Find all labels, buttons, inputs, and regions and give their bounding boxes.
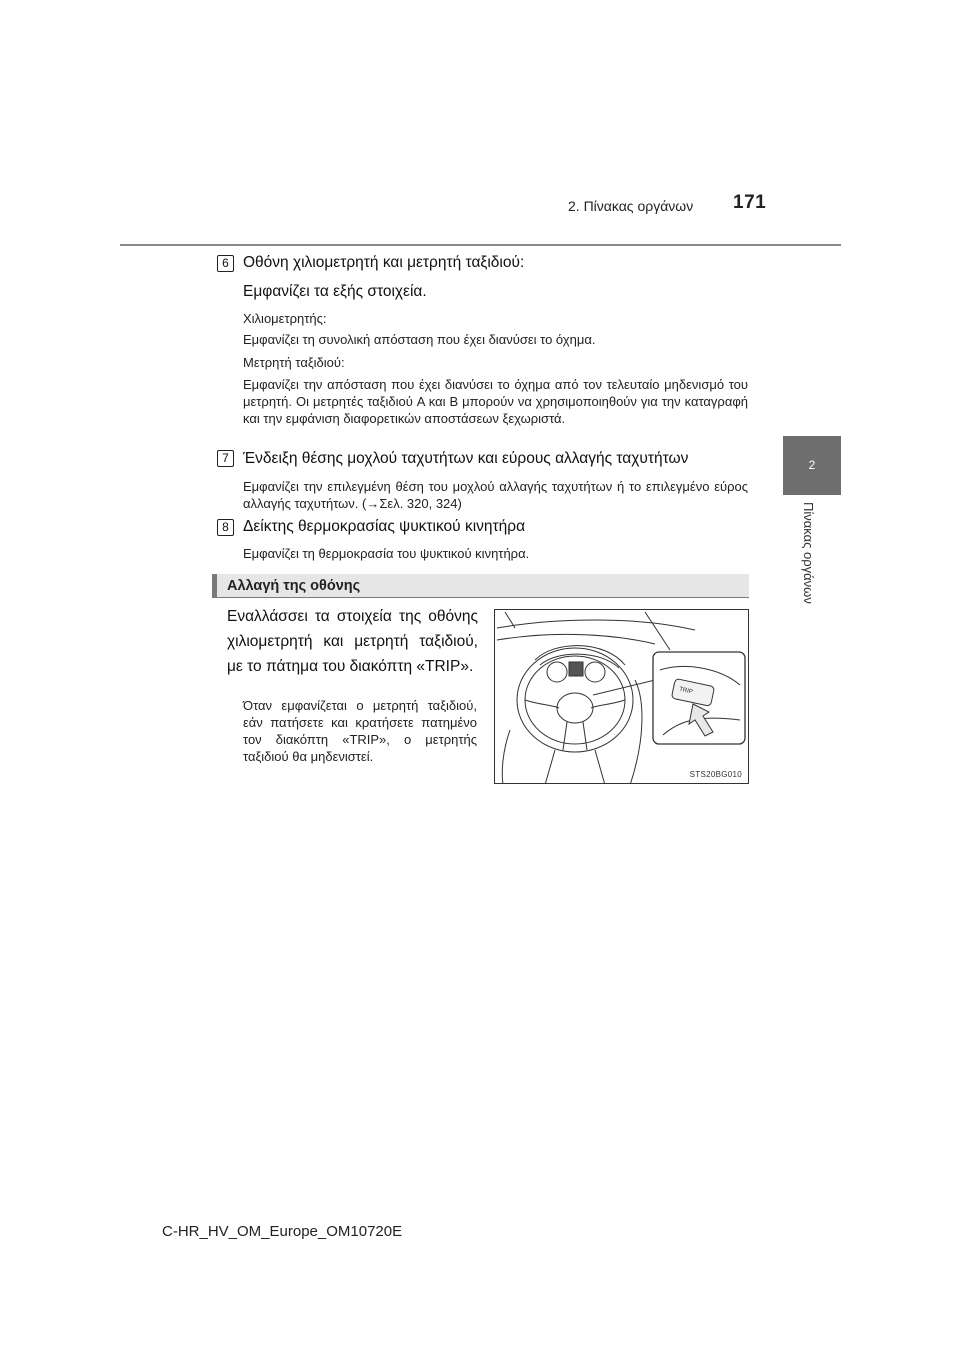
- sub-label-odometer: Χιλιομετρητής:: [243, 311, 327, 326]
- section-heading-bar: [212, 574, 749, 598]
- item-text: Εμφανίζει τη θερμοκρασία του ψυκτικού κινητήρα.: [243, 546, 530, 561]
- chapter-tab-label: Πίνακας οργάνων: [801, 502, 816, 604]
- sub-label-trip-meter: Μετρητή ταξιδιού:: [243, 355, 345, 370]
- item-number-badge: 7: [217, 450, 234, 467]
- sub-text-odometer: Εμφανίζει τη συνολική απόσταση που έχει διανύσει το όχημα.: [243, 332, 596, 347]
- section-body: Εναλλάσσει τα στοιχεία της οθόνης χιλιομετρητή και μετρητή ταξιδιού, με το πάτημα του διακόπτη «TRIP».: [227, 608, 478, 675]
- item-text: Εμφανίζει την επιλεγμένη θέση του μοχλού αλλαγής ταχυτήτων ή το επιλεγμένο εύρος αλλαγής ταχυτήτων. (→Σελ. 320, 324): [243, 479, 748, 511]
- dashboard-illustration: [494, 609, 749, 784]
- figure-code: STS20BG010: [689, 770, 742, 779]
- dashboard-drawing: [495, 610, 749, 784]
- section-heading: Αλλαγή της οθόνης: [227, 578, 361, 594]
- sub-text-trip-meter: Εμφανίζει την απόσταση που έχει διανύσει το όχημα από τον τελευταίο μηδενισμό του μετρητή. Οι μετρητές ταξιδιού A και B μπορούν να χρησιμοποιηθούν για την καταγραφή και την εμφάνιση διαφορετικών αποστάσεων ξεχωριστά.: [243, 377, 748, 426]
- section-note: Όταν εμφανίζεται ο μετρητή ταξιδιού, εάν πατήσετε και κρατήσετε πατημένο τον διακόπτη «TRIP», ο μετρητής ταξιδιού θα μηδενιστεί.: [243, 698, 477, 764]
- item-lead: Εμφανίζει τα εξής στοιχεία.: [243, 283, 427, 300]
- item-number-badge: 6: [217, 255, 234, 272]
- page-number: 171: [733, 192, 767, 213]
- item-title: Οθόνη χιλιομετρητή και μετρητή ταξιδιού:: [243, 254, 525, 271]
- document-id: C-HR_HV_OM_Europe_OM10720E: [162, 1223, 403, 1240]
- running-header-section: 2. Πίνακας οργάνων: [568, 198, 694, 214]
- item-title: Δείκτης θερμοκρασίας ψυκτικού κινητήρα: [243, 518, 526, 535]
- item-title: Ένδειξη θέσης μοχλού ταχυτήτων και εύρους αλλαγής ταχυτήτων: [243, 450, 689, 467]
- header-divider: [120, 244, 841, 246]
- chapter-tab: 2: [783, 436, 841, 495]
- trip-button-label: TRIP: [678, 686, 694, 696]
- item-number-badge: 8: [217, 519, 234, 536]
